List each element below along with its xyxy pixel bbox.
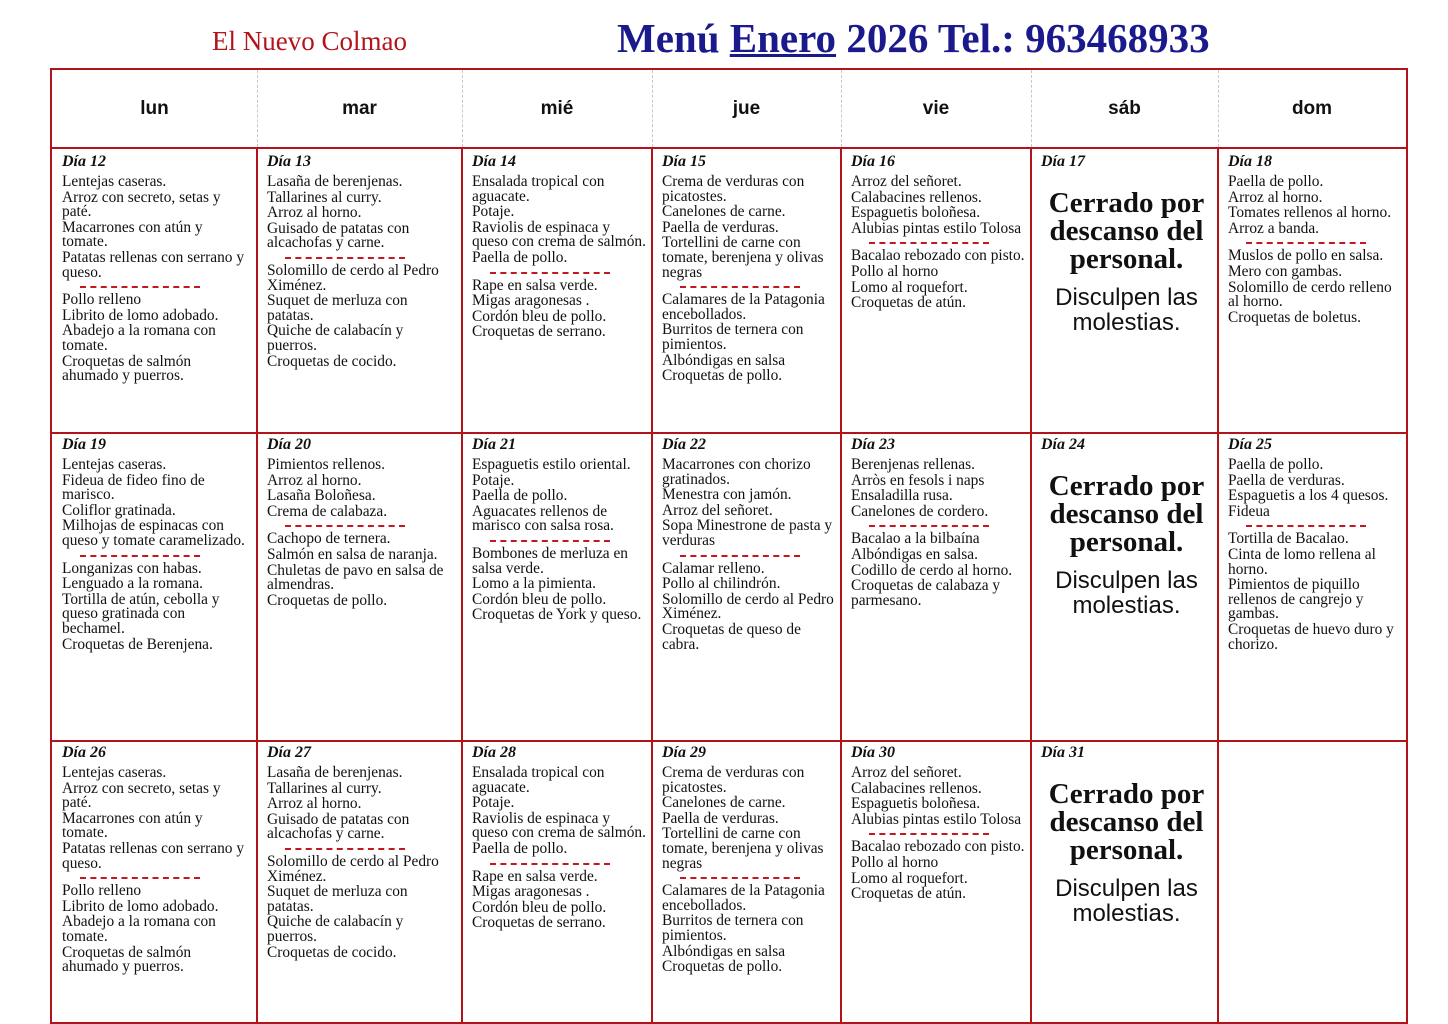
closed-notice [1041, 780, 1212, 926]
second-course-dish: Pollo al chilindrón. [662, 575, 781, 593]
course-separator [80, 286, 200, 288]
second-course-dish: Cordón bleu de pollo. [472, 307, 607, 325]
second-course-dish: Librito de lomo adobado. [62, 897, 219, 915]
second-course-dish: Croquetas de York y queso. [472, 606, 642, 624]
day-number: Día 27 [267, 744, 311, 761]
second-course-dish: Calamares de la Patagonia encebollados. [662, 882, 825, 914]
menu-title [617, 14, 1210, 62]
first-course-dish: Macarrones con atún y tomate. [62, 218, 203, 251]
day-number: Día 18 [1228, 153, 1272, 170]
first-course-dish: Raviolis de espinaca y queso con crema de salmón. [472, 218, 646, 251]
second-course-dish: Abadejo a la romana con tomate. [62, 322, 216, 354]
first-course-dish: Arroz al horno. [267, 471, 362, 489]
first-course-dish: Arroz del señoret. [851, 764, 962, 781]
first-course-dish: Tortellini de carne con tomate, berenjena y olivas negras [662, 234, 824, 281]
day-number: Día 14 [472, 153, 516, 170]
closed-title: Cerrado por descanso del personal. [1048, 470, 1205, 558]
first-course-dish: Arròs en fesols i naps [851, 471, 985, 489]
first-course-dish: Ensalada tropical con aguacate. [472, 173, 605, 205]
first-course-dish: Ensaladilla rusa. [851, 487, 953, 505]
day-number: Día 17 [1041, 153, 1085, 170]
first-course-dish: Fideua [1228, 502, 1270, 520]
weekday-label: mié [540, 98, 574, 119]
first-course-dish: Tallarines al curry. [267, 779, 382, 797]
menu-calendar [50, 68, 1408, 1024]
first-course-dish: Arroz al horno. [1228, 188, 1323, 206]
second-course-dish: Bacalao rebozado con pisto. [851, 247, 1025, 265]
second-course-dish: Lenguado a la romana. [62, 575, 204, 593]
first-course-dish: Alubias pintas estilo Tolosa [851, 219, 1022, 237]
second-course-dish: Croquetas de cocido. [267, 352, 397, 370]
first-course-dish: Fideua de fideo fino de marisco. [62, 471, 205, 504]
course-separator [680, 286, 800, 288]
course-separator [1246, 525, 1366, 527]
first-course-dish: Paella de pollo. [472, 248, 568, 266]
first-course-dish: Lasaña de berenjenas. [267, 173, 403, 190]
first-course-dish: Arroz al horno. [267, 204, 362, 222]
second-course-dish: Chuletas de pavo en salsa de almendras. [267, 561, 444, 594]
first-course-dish: Paella de pollo. [1228, 456, 1324, 473]
second-course-dish: Abadejo a la romana con tomate. [62, 913, 216, 945]
weekday-header [52, 70, 1406, 149]
day-cell [257, 149, 462, 432]
closed-subtitle: Disculpen las molestias. [1055, 875, 1198, 927]
second-course-dish: Migas aragonesas . [472, 883, 590, 901]
second-course-dish: Solomillo de cerdo relleno al horno. [1228, 278, 1392, 311]
second-course-dish: Cachopo de ternera. [267, 530, 391, 548]
day-cell [652, 149, 841, 432]
menu-month: Enero [729, 15, 837, 61]
day-number: Día 16 [851, 153, 895, 170]
second-course-dish: Croquetas de serrano. [472, 914, 606, 932]
second-course-dish: Bombones de merluza en salsa verde. [472, 544, 628, 577]
first-course-dish: Ensalada tropical con aguacate. [472, 764, 605, 796]
second-course-dish: Croquetas de pollo. [662, 958, 783, 976]
day-cell [257, 432, 462, 740]
header-divider [462, 70, 463, 147]
second-course-dish: Lomo al roquefort. [851, 869, 968, 887]
first-course-dish: Potaje. [472, 203, 515, 221]
first-course-dish: Calabacines rellenos. [851, 779, 982, 797]
first-course-dish: Espaguetis estilo oriental. [472, 456, 631, 473]
second-course-dish: Croquetas de serrano. [472, 323, 606, 341]
second-course-dish: Salmón en salsa de naranja. [267, 545, 438, 563]
second-course-dish: Lomo a la pimienta. [472, 575, 596, 593]
second-course-dish: Croquetas de atún. [851, 885, 966, 903]
first-course-dish: Arroz del señoret. [662, 501, 773, 519]
day-cell [1031, 432, 1218, 740]
first-course-dish: Milhojas de espinacas con queso y tomate caramelizado. [62, 517, 245, 549]
second-course-dish: Suquet de merluza con patatas. [267, 883, 408, 915]
first-course-dish: Canelones de carne. [662, 203, 786, 221]
second-course-dish: Cinta de lomo rellena al horno. [1228, 545, 1376, 578]
header-divider [1218, 70, 1219, 147]
day-cell [462, 149, 652, 432]
day-cell [1031, 149, 1218, 432]
day-cell [1218, 432, 1406, 740]
second-course-dish: Cordón bleu de pollo. [472, 898, 607, 916]
second-course-dish: Rape en salsa verde. [472, 276, 598, 294]
first-course-dish: Tallarines al curry. [267, 188, 382, 206]
second-course-dish: Burritos de ternera con pimientos. [662, 321, 804, 353]
second-course-dish: Mero con gambas. [1228, 262, 1343, 280]
menu-year-phone: 2026 Tel.: 963468933 [846, 15, 1210, 61]
second-course-dish: Tortilla de Bacalao. [1228, 530, 1349, 548]
first-course-dish: Paella de pollo. [472, 487, 568, 505]
first-course-dish: Tomates rellenos al horno. [1228, 204, 1392, 222]
course-separator [869, 833, 989, 835]
first-course-dish: Arroz a banda. [1228, 219, 1320, 237]
second-course-dish: Pollo al horno [851, 262, 939, 280]
day-cell [1218, 149, 1406, 432]
course-separator [869, 242, 989, 244]
first-course-dish: Paella de pollo. [1228, 173, 1324, 190]
day-cell [652, 432, 841, 740]
day-number: Día 31 [1041, 744, 1085, 761]
second-course-dish: Rape en salsa verde. [472, 867, 598, 885]
day-cell [462, 432, 652, 740]
first-course-dish: Lasaña Boloñesa. [267, 487, 376, 505]
second-course-dish: Librito de lomo adobado. [62, 306, 219, 324]
closed-notice [1041, 189, 1212, 335]
day-cell [841, 149, 1031, 432]
first-course-dish: Paella de verduras. [1228, 471, 1345, 489]
day-cell [841, 740, 1031, 1022]
day-number: Día 26 [62, 744, 106, 761]
course-separator [285, 525, 405, 527]
first-course-dish: Espaguetis a los 4 quesos. [1228, 487, 1389, 505]
weekday-label: lun [140, 98, 169, 119]
day-number: Día 15 [662, 153, 706, 170]
day-number: Día 12 [62, 153, 106, 170]
header-divider [1031, 70, 1032, 147]
course-separator [490, 540, 610, 542]
second-course-dish: Solomillo de cerdo al Pedro Ximénez. [267, 261, 439, 294]
first-course-dish: Crema de verduras con picatostes. [662, 173, 805, 205]
first-course-dish: Arroz al horno. [267, 795, 362, 813]
weekday-label: sáb [1108, 98, 1141, 119]
second-course-dish: Burritos de ternera con pimientos. [662, 912, 804, 944]
first-course-dish: Canelones de cordero. [851, 502, 989, 520]
day-number: Día 28 [472, 744, 516, 761]
first-course-dish: Crema de calabaza. [267, 502, 388, 520]
first-course-dish: Guisado de patatas con alcachofas y carne. [267, 219, 410, 252]
second-course-dish: Migas aragonesas . [472, 292, 590, 310]
course-separator [869, 525, 989, 527]
day-cell [52, 740, 257, 1022]
course-separator [80, 555, 200, 557]
closed-subtitle: Disculpen las molestias. [1055, 567, 1198, 619]
second-course-dish: Solomillo de cerdo al Pedro Ximénez. [267, 852, 439, 885]
second-course-dish: Croquetas de huevo duro y chorizo. [1228, 620, 1394, 653]
day-cell [841, 432, 1031, 740]
second-course-dish: Longanizas con habas. [62, 559, 202, 577]
first-course-dish: Crema de verduras con picatostes. [662, 764, 805, 796]
day-number: Día 30 [851, 744, 895, 761]
day-cell [1218, 740, 1406, 1022]
second-course-dish: Albóndigas en salsa. [851, 545, 978, 563]
restaurant-name: El Nuevo Colmao [212, 26, 407, 56]
day-number: Día 22 [662, 436, 706, 453]
second-course-dish: Lomo al roquefort. [851, 278, 968, 296]
first-course-dish: Espaguetis boloñesa. [851, 795, 981, 813]
day-number: Día 21 [472, 436, 516, 453]
day-number: Día 13 [267, 153, 311, 170]
first-course-dish: Menestra con jamón. [662, 486, 792, 504]
first-course-dish: Calabacines rellenos. [851, 188, 982, 206]
first-course-dish: Paella de verduras. [662, 809, 779, 827]
day-cell [52, 149, 257, 432]
first-course-dish: Arroz del señoret. [851, 173, 962, 190]
first-course-dish: Macarrones con atún y tomate. [62, 809, 203, 842]
first-course-dish: Pimientos rellenos. [267, 456, 385, 473]
closed-title: Cerrado por descanso del personal. [1048, 778, 1205, 866]
day-cell [52, 432, 257, 740]
first-course-dish: Potaje. [472, 471, 515, 489]
second-course-dish: Croquetas de atún. [851, 294, 966, 312]
closed-notice [1041, 472, 1212, 618]
first-course-dish: Potaje. [472, 794, 515, 812]
first-course-dish: Patatas rellenas con serrano y queso. [62, 248, 245, 281]
second-course-dish: Croquetas de salmón ahumado y puerros. [62, 943, 192, 976]
second-course-dish: Croquetas de pollo. [267, 591, 388, 609]
first-course-dish: Espaguetis boloñesa. [851, 204, 981, 222]
second-course-dish: Bacalao a la bilbaína [851, 530, 980, 548]
first-course-dish: Tortellini de carne con tomate, berenjena y olivas negras [662, 825, 824, 872]
second-course-dish: Pollo relleno [62, 882, 142, 900]
weekday-label: mar [342, 98, 377, 119]
header-divider [841, 70, 842, 147]
second-course-dish: Calamar relleno. [662, 559, 765, 577]
second-course-dish: Cordón bleu de pollo. [472, 590, 607, 608]
day-cell [1031, 740, 1218, 1022]
first-course-dish: Lasaña de berenjenas. [267, 764, 403, 781]
header-divider [652, 70, 653, 147]
course-separator [1246, 242, 1366, 244]
day-number: Día 29 [662, 744, 706, 761]
second-course-dish: Solomillo de cerdo al Pedro Ximénez. [662, 590, 834, 623]
weekday-label: vie [922, 98, 950, 119]
course-separator [680, 877, 800, 879]
first-course-dish: Raviolis de espinaca y queso con crema de salmón. [472, 809, 646, 842]
day-cell [257, 740, 462, 1022]
course-separator [490, 272, 610, 274]
day-cell [652, 740, 841, 1022]
first-course-dish: Macarrones con chorizo gratinados. [662, 456, 811, 488]
day-number: Día 24 [1041, 436, 1085, 453]
second-course-dish: Quiche de calabacín y puerros. [267, 322, 404, 354]
first-course-dish: Canelones de carne. [662, 794, 786, 812]
day-number: Día 25 [1228, 436, 1272, 453]
second-course-dish: Albóndigas en salsa [662, 942, 786, 960]
second-course-dish: Croquetas de salmón ahumado y puerros. [62, 352, 192, 385]
second-course-dish: Calamares de la Patagonia encebollados. [662, 291, 825, 323]
course-separator [680, 555, 800, 557]
course-separator [490, 863, 610, 865]
weekday-label: jue [732, 98, 761, 119]
first-course-dish: Arroz con secreto, setas y paté. [62, 779, 221, 812]
closed-subtitle: Disculpen las molestias. [1055, 284, 1198, 336]
second-course-dish: Suquet de merluza con patatas. [267, 292, 408, 324]
second-course-dish: Croquetas de Berenjena. [62, 635, 213, 653]
first-course-dish: Paella de pollo. [472, 839, 568, 857]
second-course-dish: Croquetas de queso de cabra. [662, 620, 801, 653]
day-number: Día 19 [62, 436, 106, 453]
second-course-dish: Pimientos de piquillo rellenos de cangrejo y gambas. [1228, 576, 1364, 623]
second-course-dish: Bacalao rebozado con pisto. [851, 838, 1025, 856]
menu-word: Menú [617, 15, 720, 61]
closed-title: Cerrado por descanso del personal. [1048, 187, 1205, 275]
course-separator [80, 877, 200, 879]
second-course-dish: Codillo de cerdo al horno. [851, 561, 1013, 579]
second-course-dish: Tortilla de atún, cebolla y queso gratinada con bechamel. [62, 590, 220, 637]
first-course-dish: Lentejas caseras. [62, 764, 167, 781]
second-course-dish: Albóndigas en salsa [662, 351, 786, 369]
first-course-dish: Alubias pintas estilo Tolosa [851, 810, 1022, 828]
first-course-dish: Coliflor gratinada. [62, 501, 176, 519]
second-course-dish: Muslos de pollo en salsa. [1228, 247, 1384, 265]
first-course-dish: Patatas rellenas con serrano y queso. [62, 839, 245, 872]
second-course-dish: Pollo al horno [851, 853, 939, 871]
second-course-dish: Quiche de calabacín y puerros. [267, 913, 404, 945]
day-number: Día 20 [267, 436, 311, 453]
first-course-dish: Lentejas caseras. [62, 456, 167, 473]
first-course-dish: Sopa Minestrone de pasta y verduras [662, 517, 833, 549]
first-course-dish: Arroz con secreto, setas y paté. [62, 188, 221, 221]
first-course-dish: Guisado de patatas con alcachofas y carne. [267, 810, 410, 843]
day-number: Día 23 [851, 436, 895, 453]
first-course-dish: Lentejas caseras. [62, 173, 167, 190]
first-course-dish: Berenjenas rellenas. [851, 456, 975, 473]
course-separator [285, 848, 405, 850]
weekday-label: dom [1291, 98, 1333, 119]
second-course-dish: Croquetas de cocido. [267, 943, 397, 961]
second-course-dish: Croquetas de boletus. [1228, 308, 1361, 326]
course-separator [285, 257, 405, 259]
first-course-dish: Aguacates rellenos de marisco con salsa rosa. [472, 502, 614, 535]
first-course-dish: Paella de verduras. [662, 218, 779, 236]
second-course-dish: Croquetas de calabaza y parmesano. [851, 577, 1001, 609]
day-cell [462, 740, 652, 1022]
header-divider [257, 70, 258, 147]
second-course-dish: Croquetas de pollo. [662, 367, 783, 385]
second-course-dish: Pollo relleno [62, 291, 142, 309]
